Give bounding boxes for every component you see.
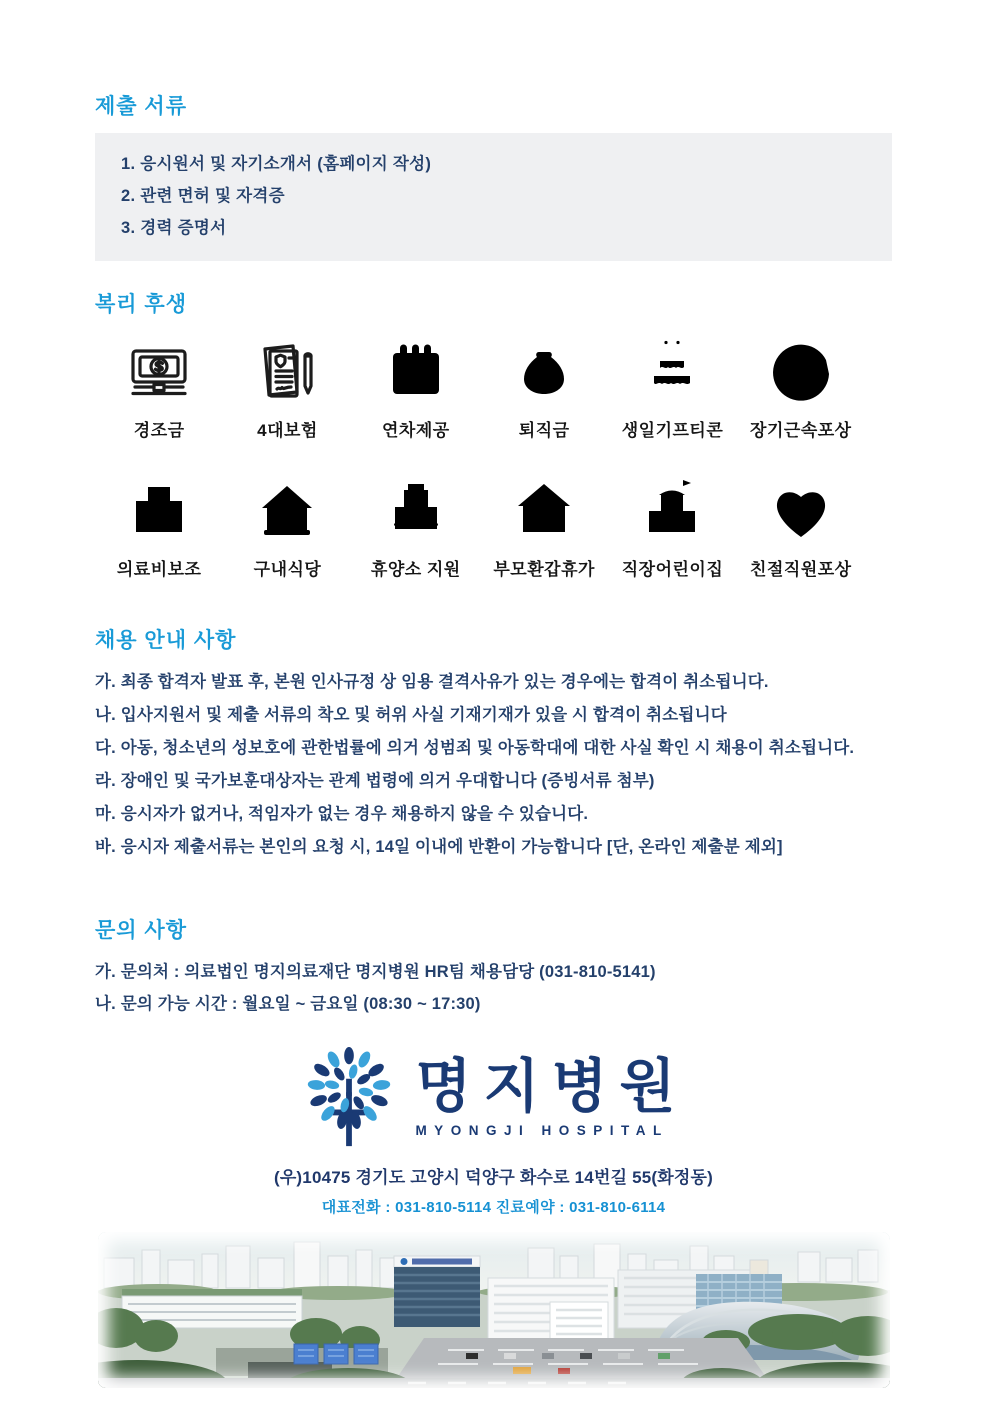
calendar-check-icon: [380, 336, 452, 408]
benefit-label: 부모환갑휴가: [493, 560, 595, 579]
benefit-item: [95, 475, 223, 580]
benefit-item: [352, 475, 480, 580]
hospital-phone-numbers: 대표전화 : 031-810-5114 진료예약 : 031-810-6114: [321, 1199, 666, 1216]
benefit-label: 의료비보조: [116, 560, 202, 579]
footer: [95, 1046, 892, 1388]
benefit-item: [352, 336, 480, 441]
document-item: 1. 응시원서 및 자기소개서 (홈페이지 작성): [121, 155, 432, 173]
benefit-label: 구내식당: [253, 560, 322, 579]
section-title-inquiry: 문의 사항: [95, 919, 187, 942]
documents-list-box: [95, 133, 892, 261]
notice-item: 나. 입사지원서 및 제출 서류의 착오 및 허위 사실 기재기재가 있을 시 합격이 취소됩니다: [95, 706, 727, 724]
benefit-item: [480, 336, 608, 441]
hospital-aerial-photo: [98, 1232, 890, 1388]
benefit-item: [223, 475, 351, 580]
benefit-label: 퇴직금: [518, 421, 570, 440]
inquiry-item: 나. 문의 가능 시간 : 월요일 ~ 금요일 (08:30 ~ 17:30): [95, 995, 481, 1013]
logo-text: [415, 1054, 688, 1138]
notice-item: 마. 응시자가 없거나, 적임자가 없는 경우 채용하지 않을 수 있습니다.: [95, 805, 589, 823]
logo-tree-icon: [299, 1046, 399, 1150]
notice-item: 다. 아동, 청소년의 성보호에 관한법률에 의거 성범죄 및 아동학대에 대한 사실 확인 시 채용이 취소됩니다.: [95, 739, 855, 757]
benefit-item: [95, 336, 223, 441]
notice-item: 가. 최종 합격자 발표 후, 본원 인사규정 상 임용 결격사유가 있는 경우에는 합격이 취소됩니다.: [95, 673, 769, 691]
benefit-item: [223, 336, 351, 441]
benefits-icon-grid: [95, 336, 865, 580]
daycare-building-icon: [636, 475, 708, 547]
logo-korean-name: 명지병원: [415, 1054, 688, 1119]
hospital-address: (우)10475 경기도 고양시 덕양구 화수로 14번길 55(화정동): [273, 1168, 714, 1187]
insurance-document-icon: [251, 336, 323, 408]
clock-longservice-icon: [765, 336, 837, 408]
benefit-label: 생일기프티콘: [621, 421, 724, 440]
inquiry-list: [95, 956, 892, 1020]
benefit-label: 직장어린이집: [621, 560, 724, 579]
benefit-item: [608, 475, 736, 580]
notice-content: [95, 0, 892, 1388]
benefit-item: [608, 336, 736, 441]
logo-english-name: MYONGJI HOSPITAL: [415, 1123, 669, 1138]
resort-building-icon: [380, 475, 452, 547]
handshake-heart-icon: [765, 475, 837, 547]
section-title-documents: 제출 서류: [95, 95, 187, 118]
notice-item: 바. 응시자 제출서류는 본인의 요청 시, 14일 이내에 반환이 가능합니다 [단, 온라인 제출분 제외]: [95, 838, 783, 856]
document-item: 2. 관련 면허 및 자격증: [121, 187, 285, 205]
section-title-notice: 채용 안내 사항: [95, 629, 237, 652]
notice-item: 라. 장애인 및 국가보훈대상자는 관계 법령에 의거 우대합니다 (증빙서류 첨부): [95, 772, 655, 790]
benefit-label: 휴양소 지원: [370, 560, 461, 579]
birthday-cake-icon: [636, 336, 708, 408]
benefit-label: 친절직원포상: [750, 560, 852, 579]
benefit-item: [737, 336, 865, 441]
benefit-label: 경조금: [133, 421, 185, 440]
benefit-label: 연차제공: [381, 421, 450, 440]
benefit-item: [737, 475, 865, 580]
hospital-building-icon: [123, 475, 195, 547]
section-title-benefits: 복리 후생: [95, 293, 187, 316]
money-bag-icon: [508, 336, 580, 408]
money-banknote-icon: [123, 336, 195, 408]
family-house-icon: [508, 475, 580, 547]
benefit-label: 장기근속포상: [750, 421, 852, 440]
document-item: 3. 경력 증명서: [121, 219, 227, 237]
hospital-logo: [95, 1046, 892, 1150]
benefit-item: [480, 475, 608, 580]
cafeteria-house-icon: [251, 475, 323, 547]
benefit-label: 4대보험: [257, 421, 318, 440]
inquiry-item: 가. 문의처 : 의료법인 명지의료재단 명지병원 HR팀 채용담당 (031-810-5141): [95, 963, 656, 981]
notice-list: [95, 666, 892, 864]
